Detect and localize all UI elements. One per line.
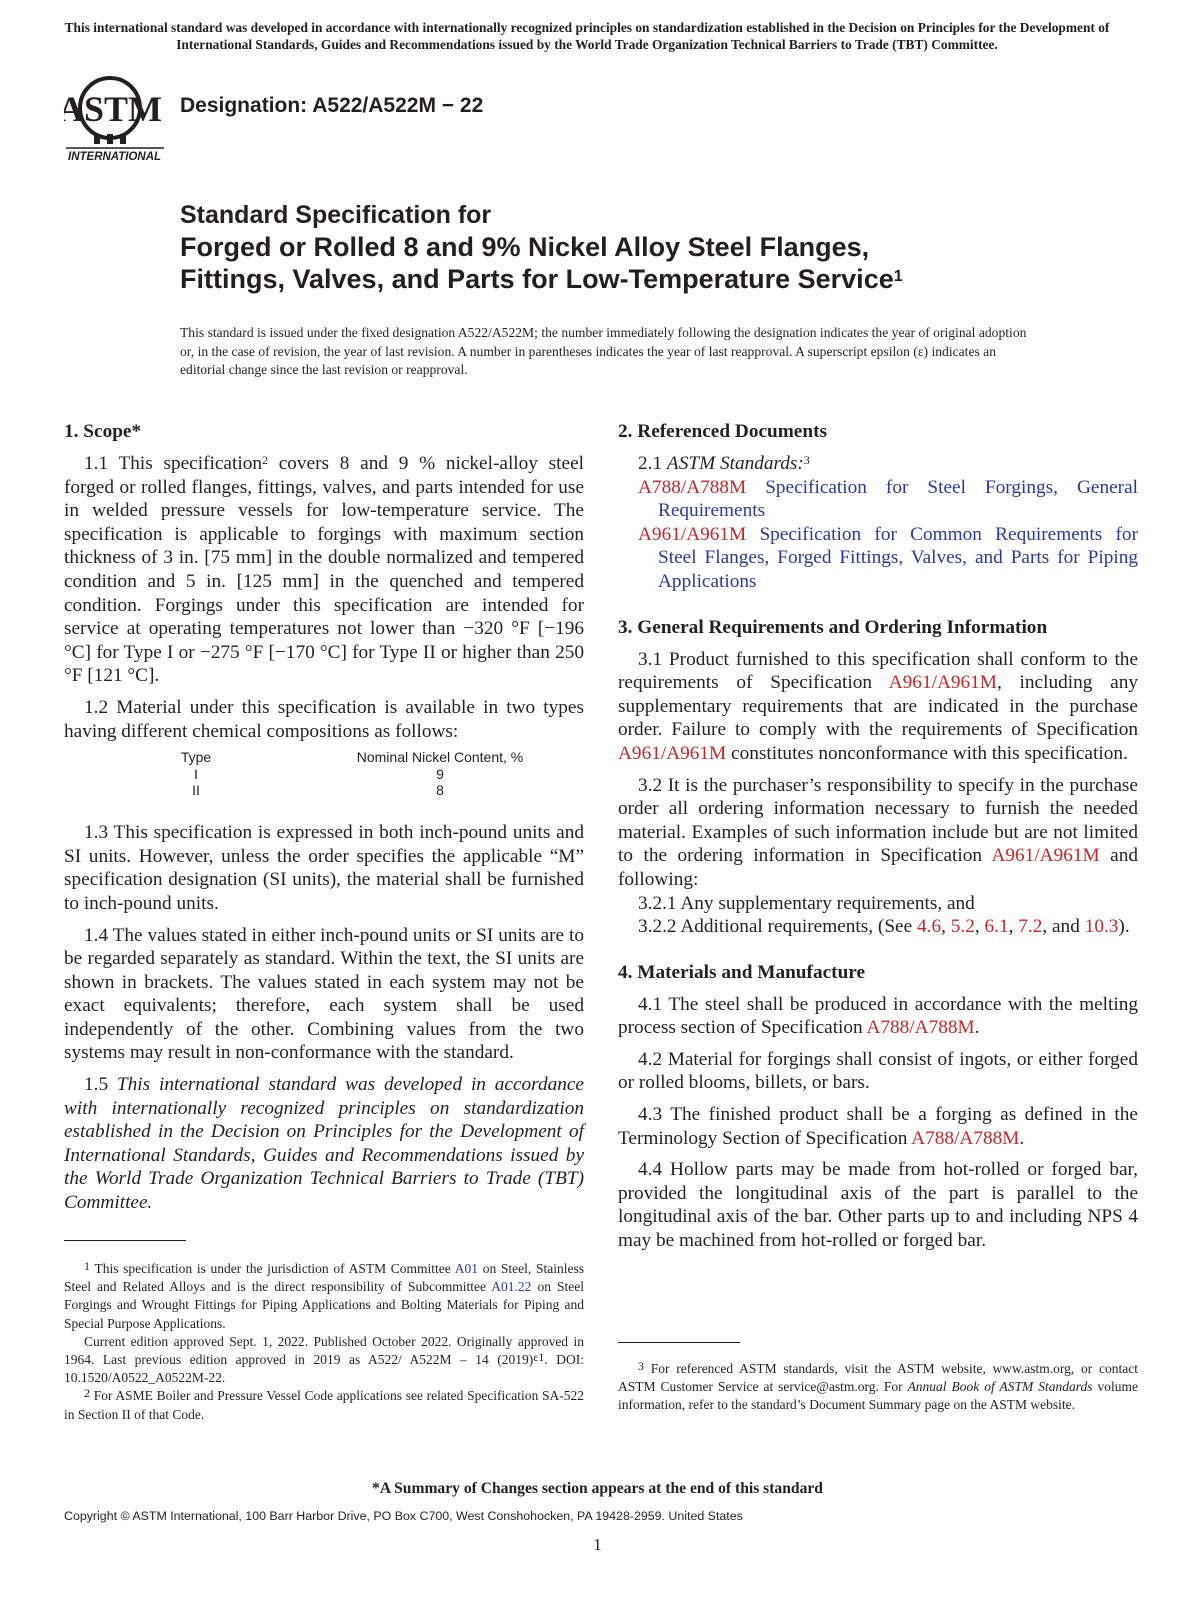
link-10-3[interactable]: 10.3 xyxy=(1084,916,1119,938)
link-7-2[interactable]: 7.2 xyxy=(1018,916,1043,938)
summary-of-changes-note: *A Summary of Changes section appears at the end of this standard xyxy=(372,1480,823,1497)
page-number: 1 xyxy=(593,1535,602,1554)
logo-subtext: INTERNATIONAL xyxy=(68,151,162,163)
link-5-2[interactable]: 5.2 xyxy=(950,916,975,938)
scope-heading: 1. Scope* xyxy=(64,421,142,442)
footnote-divider-right xyxy=(618,1342,740,1343)
footnote-divider-left xyxy=(64,1240,186,1241)
document-title xyxy=(180,199,1080,295)
link-a01[interactable]: A01 xyxy=(454,1261,479,1276)
para-3-2-1: 3.2.1 Any supplementary requirements, and xyxy=(638,892,975,914)
issued-note: This standard is issued under the fixed designation A522/A522M; the number immediately following the designation indicates the year of original adoption or, in the case of revision, the year of last revision. A number in parentheses indicates the year of last reapproval. A superscript epsilon (ε) indicates an editorial change since the last revision or reapproval. xyxy=(180,325,1027,377)
astm-logo-icon xyxy=(64,66,168,166)
designation: Designation: A522/A522M − 22 xyxy=(180,94,484,117)
link-a788[interactable]: A788/A788M xyxy=(911,1127,1020,1149)
para-1-4: 1.4 The values stated in either inch-pound units or SI units are to be regarded separately as standard. Within the text, the SI units are shown in brackets. The values stated in each system may not be exact equivalents; therefore, each system shall be used independently of the other. Combining values from the two systems may result in non-conformance with the standard. xyxy=(64,924,584,1064)
para-3-2: 3.2 It is the purchaser’s responsibility to specify in the purchase order all ordering information necessary to furnish the needed material. Examples of such information include but are not limited to the ordering information in Specification A961/A961M and following: xyxy=(618,774,1138,890)
types-col-nickel: Nominal Nickel Content, % xyxy=(356,749,524,765)
para-1-2: 1.2 Material under this specification is available in two types having different chemical compositions as follows: xyxy=(64,696,584,742)
astm-logo xyxy=(64,66,168,166)
para-3-2-2: 3.2.2 Additional requirements, (See 4.6, 5.2, 6.1, 7.2, and 10.3). xyxy=(638,916,1130,938)
footnote-3: $^3$ For referenced ASTM standards, visit the ASTM website, www.astm.org, or contact ASTM Customer Service at service@astm.org. For Annual Book of ASTM Standards volume information, refer to the standard’s Document Summary page on the ASTM website. xyxy=(618,1359,1138,1413)
footnotes-right xyxy=(618,1360,1138,1415)
para-3-1: 3.1 Product furnished to this specification shall conform to the requirements of Specification A961/A961M, including any supplementary requirements that are indicated in the purchase order. Failure to comply with the requirements of Specification A961/A961M constitutes nonconformance with this specification. xyxy=(618,648,1138,764)
para-1-5: 1.5 This international standard was developed in accordance with internationally recognized principles on standardization established in the Decision on Principles for the Development of International Standards, Guides and Recommendations issued by the World Trade Organization Technical Barriers to Trade (TBT) Committee. xyxy=(64,1074,584,1214)
para-1-3: 1.3 This specification is expressed in both inch-pound units and SI units. However, unless the order specifies the applicable “M” specification designation (SI units), the material shall be furnished to inch-pound units. xyxy=(64,822,584,914)
copyright: Copyright © ASTM International, 100 Barr Harbor Drive, PO Box C700, West Conshohocken, PA 19428-2959. United States xyxy=(64,1509,743,1523)
materials-heading: 4. Materials and Manufacture xyxy=(618,961,866,983)
ref-a788[interactable]: A788/A788M Specification for Steel Forgings, General Requirements xyxy=(638,476,1138,522)
right-column xyxy=(618,420,1138,1253)
link-a01-22[interactable]: A01.22 xyxy=(491,1279,532,1295)
para-4-2: 4.2 Material for forgings shall consist of ingots, or either forged or rolled blooms, billets, or bars. xyxy=(618,1048,1138,1094)
link-a961[interactable]: A961/A961M xyxy=(991,845,1100,867)
referenced-documents-heading: 2. Referenced Documents xyxy=(618,421,828,442)
link-a961[interactable]: A961/A961M xyxy=(618,742,727,764)
link-a961[interactable]: A961/A961M xyxy=(888,672,997,694)
footnote-1: $^1$ This specification is under the jurisdiction of ASTM Committee A01 on Steel, Stainless Steel and Related Alloys and is the direct responsibility of Subcommittee A01.22 on Steel Forgings and Wrought Fittings for Piping Applications and Bolting Materials for Piping and Special Purpose Applications. xyxy=(64,1259,584,1331)
title-line-3: Fittings, Valves, and Parts for Low-Temperature Service$^1$ xyxy=(180,264,903,294)
logo-mark: ASTM xyxy=(64,89,163,129)
current-edition-note: Current edition approved Sept. 1, 2022. Published October 2022. Originally approved in 1964. Last previous edition approved in 2019 as A522/ A522M – 14 (2019)$^{\varepsilon 1}$. DOI: 10.1520/A0522_A0522M-22. xyxy=(64,1333,584,1386)
link-a788[interactable]: A788/A788M xyxy=(866,1017,975,1039)
title-line-2: Forged or Rolled 8 and 9% Nickel Alloy Steel Flanges, xyxy=(180,232,870,262)
footnote-2: $^2$ For ASME Boiler and Pressure Vessel Code applications see related Specification SA-522 in Section II of that Code. xyxy=(64,1386,584,1422)
link-6-1[interactable]: 6.1 xyxy=(984,916,1009,938)
table-row: I 9 xyxy=(194,766,444,782)
para-4-1: 4.1 The steel shall be produced in accordance with the melting process section of Specification A788/A788M. xyxy=(618,993,1138,1039)
astm-standards-label: 2.1 ASTM Standards:$^3$ xyxy=(638,453,810,474)
para-4-3: 4.3 The finished product shall be a forging as defined in the Terminology Section of Specification A788/A788M. xyxy=(618,1104,1138,1149)
title-footnote-mark: 1 xyxy=(893,268,903,285)
types-col-type: Type xyxy=(180,749,212,765)
para-1-1: 1.1 This specification$^2$ covers 8 and 9 % nickel-alloy steel forged or rolled flanges, fittings, valves, and parts intended for use in welded pressure vessels for low-temperature service. The specification is applicable to forgings with maximum section thickness of 3 in. [75 mm] in the double normalized and tempered condition and 5 in. [125 mm] in the quenched and tempered condition. Forgings under this specification are intended for service at operating temperatures not lower than −320 °F [−196 °C] for Type I or −275 °F [−170 °C] for Type II or higher than 250 °F [121 °C]. xyxy=(64,453,584,687)
title-line-1: Standard Specification for xyxy=(180,201,492,229)
tbt-notice: This international standard was developed in accordance with internationally recognized principles on standardization established in the Decision on Principles for the Development of International Standards, Guides and Recommendations issued by the World Trade Organization Technical Barriers to Trade (TBT) Committee. xyxy=(64,20,1110,52)
general-requirements-heading: 3. General Requirements and Ordering Information xyxy=(618,616,1048,638)
footnotes-left xyxy=(64,1260,584,1424)
types-table-header xyxy=(170,750,570,768)
table-row: II 8 xyxy=(192,782,444,798)
para-4-4: 4.4 Hollow parts may be made from hot-rolled or forged bar, provided the longitudinal axis of the part is parallel to the longitudinal axis of the bar. Other parts up to and including NPS 4 may be machined from hot-rolled or forged bar. xyxy=(618,1159,1138,1252)
left-column xyxy=(64,420,584,1215)
ref-a961[interactable]: A961/A961M Specification for Common Requirements for Steel Flanges, Forged Fittings, Valves, and Parts for Piping Applications xyxy=(638,523,1138,592)
link-4-6[interactable]: 4.6 xyxy=(917,916,942,938)
